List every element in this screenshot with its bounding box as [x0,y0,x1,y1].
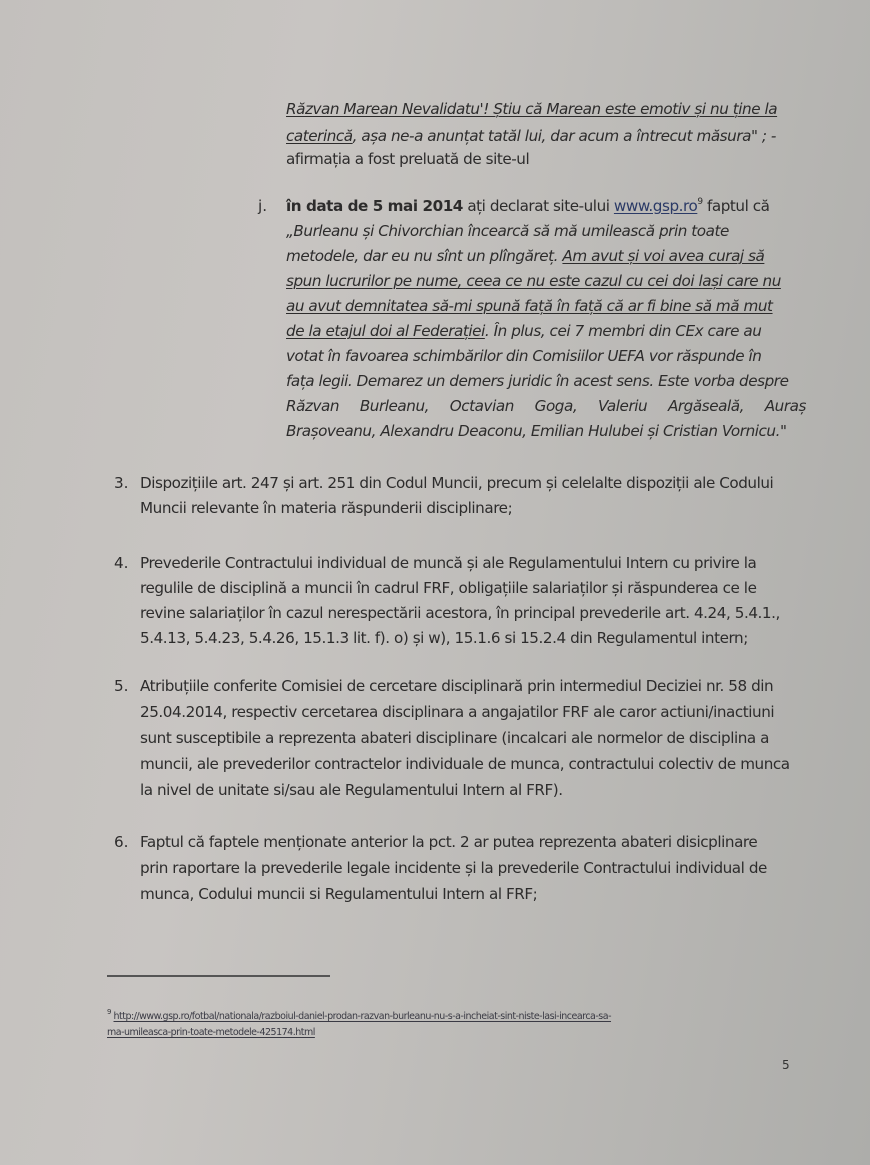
quote-line: „Burleanu și Chivorchian încearcă să mă umilească prin toate [286,222,729,240]
item-6-line: Faptul că faptele menționate anterior la pct. 2 ar putea reprezenta abateri disicplinare [140,833,758,851]
item-number-3: 3. [114,474,129,492]
quote-line: votat în favoarea schimbărilor din Comisiilor UEFA vor răspunde în [286,347,762,365]
item-4-line: 5.4.13, 5.4.23, 5.4.26, 15.1.3 lit. f). o) și w), 15.1.6 si 15.2.4 din Regulamentul intern; [140,629,748,647]
names-line [286,397,806,415]
item-5-line: sunt susceptibile a reprezenta abateri disciplinare (incalcari ale normelor de disciplina a [140,729,770,747]
footnote-number: 9 [107,1008,111,1016]
quote-line [286,322,761,340]
footnote-url-continuation [107,1027,315,1038]
source-line: afirmația a fost preluată de site-ul [286,150,530,168]
footnote-separator [107,975,330,977]
underlined-quote: caterincă [286,127,353,145]
footnote [107,1008,611,1022]
name-word: Octavian [449,397,514,415]
item-j-intro [286,197,770,215]
item-3-line: Muncii relevante în materia răspunderii disciplinare; [140,499,513,517]
name-word: Valeriu [597,397,648,415]
footnote-url-line-2[interactable]: ma-umileasca-prin-toate-metodele-425174.html [107,1027,315,1038]
item-4-line: Prevederile Contractului individual de muncă și ale Regulamentului Intern cu privire la [140,554,757,572]
gsp-link[interactable]: www.gsp.ro [613,197,698,215]
underlined-quote: au avut demnitatea să-mi spună față în față că ar fi bine să mă mut [286,297,773,315]
quote-line [286,127,776,145]
underlined-quote: Răzvan Marean Nevalidatu'! Știu că Marean este emotiv și nu ține la [286,100,778,118]
item-5-line: Atribuțiile conferite Comisiei de cercetare disciplinară prin intermediul Deciziei nr. 58 din [140,677,774,695]
item-6-line: prin raportare la prevederile legale incidente și la prevederile Contractului individual de [140,859,767,877]
item-3-line: Dispozițiile art. 247 și art. 251 din Codul Muncii, precum și celelalte dispoziții ale Codului [140,474,774,492]
footnote-ref[interactable]: 9 [697,197,703,207]
item-4-line: regulile de disciplină a muncii în cadrul FRF, obligațiile salariaților și răspunderea ce le [140,579,757,597]
item-5-line: muncii, ale prevederilor contractelor individuale de munca, contractului colectiv de munca [140,755,790,773]
item-number-4: 4. [114,554,129,572]
item-5-line: la nivel de unitate si/sau ale Regulamentului Intern al FRF). [140,781,563,799]
intro-end: faptul că [702,197,770,215]
underlined-quote: Am avut și voi avea curaj să [562,247,765,265]
name-word: Auraș [764,397,806,415]
underlined-quote: de la etajul doi al Federației [286,322,485,340]
item-6-line: munca, Codului muncii si Regulamentului Intern al FRF; [140,885,538,903]
quote-line [286,100,777,118]
name-word: Răzvan [286,397,340,415]
item-4-line: revine salariaților în cazul nerespectării acestora, în principal prevederile art. 4.24, 5.4.1., [140,604,780,622]
page-number: 5 [782,1058,790,1072]
date-bold: în data de 5 mai 2014 [286,197,463,215]
item-5-line: 25.04.2014, respectiv cercetarea disciplinara a angajatilor FRF ale caror actiuni/inactiuni [140,703,775,721]
name-word: Burleanu, [359,397,430,415]
quote-line: fața legii. Demarez un demers juridic în acest sens. Este vorba despre [286,372,789,390]
item-label-j: j. [258,197,268,215]
quote-text: metodele, dar eu nu sînt un plîngăreț. [286,247,559,265]
item-number-5: 5. [114,677,129,695]
quote-text: , așa ne-a anunțat tatăl lui, dar acum a întrecut măsura" ; - [352,127,776,145]
footnote-url-line-1[interactable]: http://www.gsp.ro/fotbal/nationala/razboiul-daniel-prodan-razvan-burleanu-nu-s-a-incheiat-sint-niste-lasi-incearca-sa- [113,1011,612,1022]
intro-text: ați declarat site-ului [462,197,614,215]
quote-line: Brașoveanu, Alexandru Deaconu, Emilian Hulubei și Cristian Vornicu." [286,422,787,440]
quote-line [286,247,764,265]
name-word: Argăseală, [667,397,744,415]
item-number-6: 6. [114,833,129,851]
underlined-quote: spun lucrurilor pe nume, ceea ce nu este cazul cu cei doi lași care nu [286,272,781,290]
name-word: Goga, [534,397,578,415]
quote-text: . În plus, cei 7 membri din CEx care au [484,322,762,340]
